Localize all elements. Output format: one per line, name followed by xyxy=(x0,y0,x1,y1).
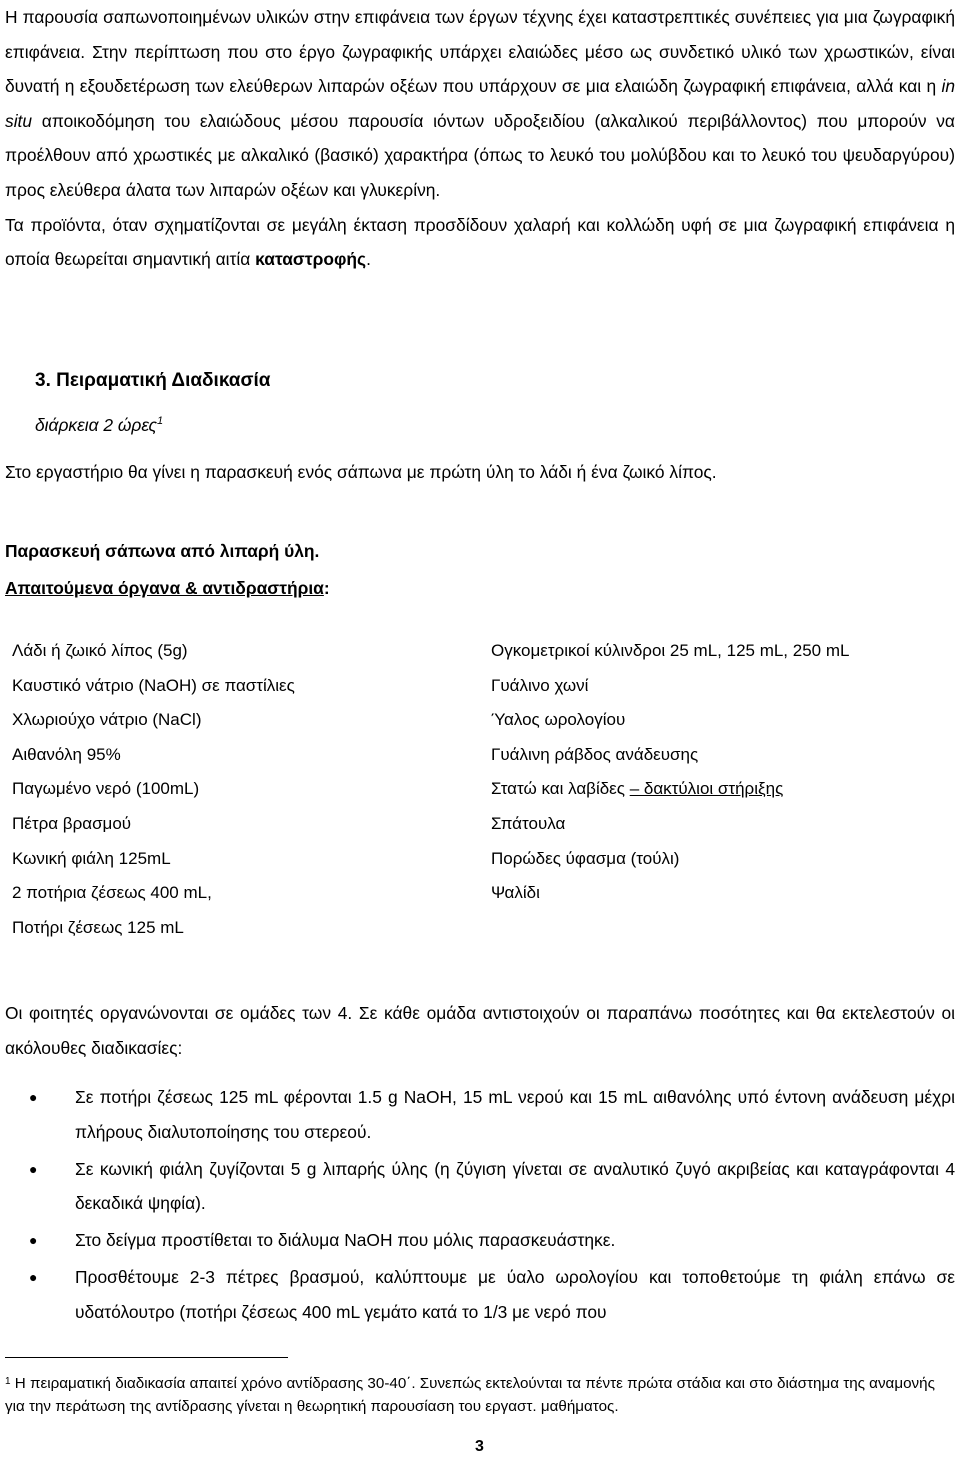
procedure-step: ● Σε κωνική φιάλη ζυγίζονται 5 g λιπαρής ύλης (η ζύγιση γίνεται σε αναλυτικό ζυγό ακριβείας και καταγράφονται 4 δεκαδικά ψηφία). xyxy=(5,1152,955,1221)
lab-description: Στο εργαστήριο θα γίνει η παρασκευή ενός σάπωνα με πρώτη ύλη το λάδι ή ένα ζωικό λίπος. xyxy=(5,462,717,482)
preparation-title: Παρασκευή σάπωνα από λιπαρή ύλη. xyxy=(5,541,320,561)
list-item: Ογκομετρικοί κύλινδροι 25 mL, 125 mL, 250 mL xyxy=(491,641,850,660)
list-item: Χλωριούχο νάτριο (NaCl) xyxy=(12,710,202,730)
list-item: Σπάτουλα xyxy=(491,813,566,833)
bullet-icon: ● xyxy=(29,1160,38,1177)
materials-left-column xyxy=(12,641,295,952)
list-item: Γυάλινη ράβδος ανάδευσης xyxy=(491,744,699,764)
intro-text-continued: αποικοδόμηση του ελαιώδους μέσου παρουσία ιόντων υδροξειδίου (αλκαλικού περιβάλλοντος) που μπορούν να προέλθουν από χρωστικές με αλκαλικό (βασικό) χαρακτήρα (όπως το λευκό του μολύβδου και το λευκό του ψευδαργύρου) προς ελεύθερα άλατα των λιπαρών οξέων και γλυκερίνη. xyxy=(5,110,955,200)
list-item: Ποτήρι ζέσεως 125 mL xyxy=(12,917,184,937)
list-item: Λάδι ή ζωικό λίπος (5g) xyxy=(12,641,188,660)
duration-note: διάρκεια 2 ώρες$^1$ xyxy=(35,415,164,435)
procedure-intro: Οι φοιτητές οργανώνονται σε ομάδες των 4. Σε κάθε ομάδα αντιστοιχούν οι παραπάνω ποσότητες και θα εκτελεστούν οι ακόλουθες διαδικασίες: xyxy=(5,1003,955,1058)
intro-text-2: Τα προϊόντα, όταν σχηματίζονται σε μεγάλη έκταση προσδίδουν χαλαρή και κολλώδη υφή σε μια ζωγραφική επιφάνεια η οποία θεωρείται σημαντική αιτία xyxy=(5,214,955,270)
damage-term: καταστροφής xyxy=(255,249,367,270)
list-item: Καυστικό νάτριο (NaOH) σε παστίλιες xyxy=(12,675,295,695)
intro-section xyxy=(5,0,955,277)
list-item: Αιθανόλη 95% xyxy=(12,744,121,764)
list-item: Κωνική φιάλη 125mL xyxy=(12,848,171,868)
list-item: Γυάλινο χωνί xyxy=(491,675,589,695)
footnote-ref: 1 xyxy=(157,415,164,428)
bullet-icon: ● xyxy=(29,1232,38,1249)
list-item: Παγωμένο νερό (100mL) xyxy=(12,779,200,799)
materials-right-column xyxy=(491,641,849,918)
list-item: Πέτρα βρασμού xyxy=(12,813,132,833)
intro-paragraph-2 xyxy=(5,208,955,277)
underlined-suffix: – δακτύλιοι στήριξης xyxy=(629,779,784,799)
required-materials-title: Απαιτούμενα όργανα & αντιδραστήρια: xyxy=(5,578,330,598)
in-situ-term: in situ xyxy=(5,76,955,131)
procedure-step: ● Στο δείγμα προστίθεται το διάλυμα NaOH που μόλις παρασκευάστηκε. xyxy=(5,1223,955,1258)
footnote-divider xyxy=(5,1357,288,1358)
list-item: 2 ποτήρια ζέσεως 400 mL, xyxy=(12,883,212,903)
footnote-text: Η πειραματική διαδικασία απαιτεί χρόνο αντίδρασης 30-40΄. Συνεπώς εκτελούνται τα πέντε πρώτα στάδια και στο διάστημα της αναμονής για την περάτωση της αντίδρασης γίνεται η θεωρητική παρουσίαση του εργαστ. μαθήματος. xyxy=(5,1375,935,1415)
intro-text: Η παρουσία σαπωνοποιημένων υλικών στην επιφάνεια των έργων τέχνης έχει καταστρεπτικές συνέπειες για μια ζωγραφική επιφάνεια. Στην περίπτωση που στο έργο ζωγραφικής υπάρχει ελαιώδες μέσο ως συνδετικό υλικό των χρωστικών, είναι δυνατή η εξουδετέρωση των ελεύθερων λιπαρών οξέων που υπάρχουν σε μια ελαιώδη ζωγραφική επιφάνεια, αλλά και η xyxy=(5,7,955,97)
list-item: Πορώδες ύφασμα (τούλι) xyxy=(491,848,680,868)
list-item: Στατώ και λαβίδες – δακτύλιοι στήριξης xyxy=(491,779,784,799)
bullet-icon: ● xyxy=(29,1269,38,1286)
page-number: 3 xyxy=(475,1438,484,1455)
list-item: Ύαλος ωρολογίου xyxy=(491,710,626,730)
procedure-steps xyxy=(5,1080,955,1332)
procedure-step: ● Σε ποτήρι ζέσεως 125 mL φέρονται 1.5 g NaOH, 15 mL νερού και 15 mL αιθανόλης υπό έντονη ανάδευση μέχρι πλήρους διαλυτοποίησης του στερεού. xyxy=(5,1080,955,1149)
procedure-step: ● Προσθέτουμε 2-3 πέτρες βρασμού, καλύπτουμε με ύαλο ωρολογίου και τοποθετούμε τη φιάλη επάνω σε υδατόλουτρο (ποτήρι ζέσεως 400 mL γεμάτο κατά το 1/3 με νερό που xyxy=(5,1260,955,1329)
footnote-marker: 1 xyxy=(5,1376,11,1387)
section-heading: 3. Πειραματική Διαδικασία xyxy=(35,370,271,391)
bullet-icon: ● xyxy=(29,1089,38,1105)
list-item: Ψαλίδι xyxy=(491,883,540,903)
intro-paragraph-1 xyxy=(5,0,955,208)
footnote xyxy=(5,1370,945,1418)
period: . xyxy=(366,249,371,270)
